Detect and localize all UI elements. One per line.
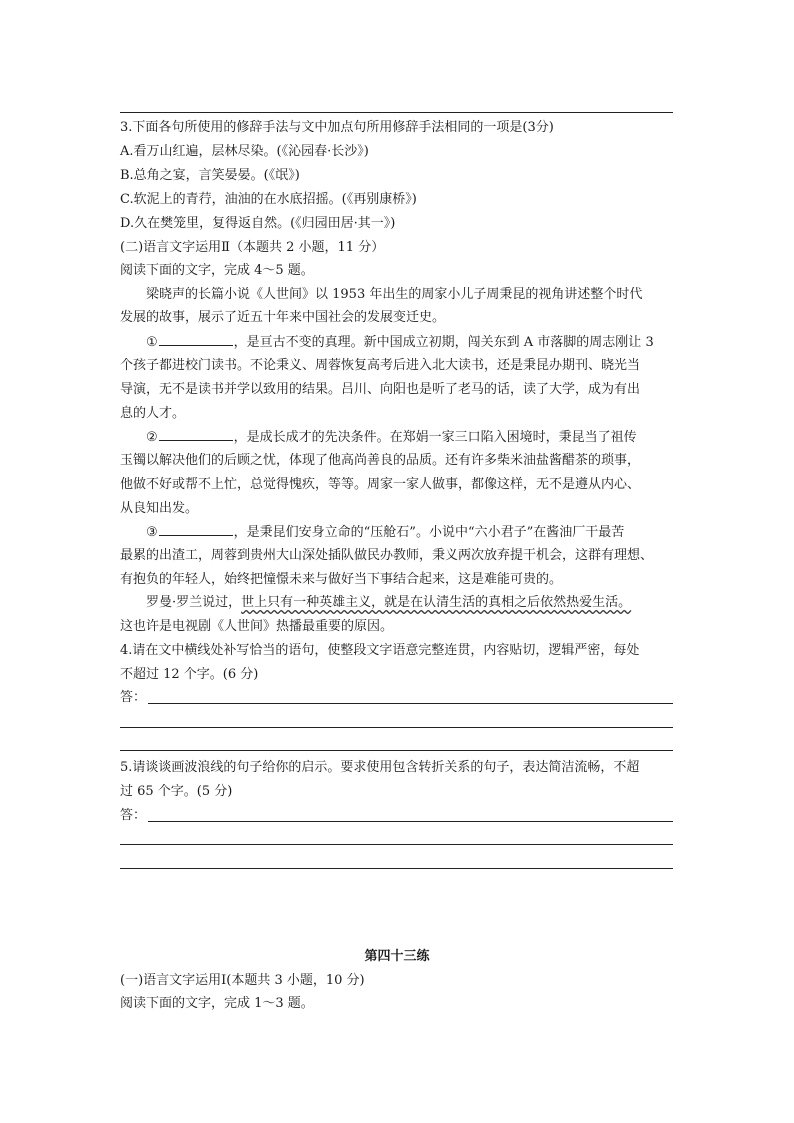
passage-p1-line1: 梁晓声的长篇小说《人世间》以 1953 年出生的周家小儿子周秉昆的视角讲述整个时代: [146, 287, 643, 302]
top-rule: [120, 112, 673, 113]
passage-p2-line1: ① ，是亘古不变的真理。新中国成立初期，闯关东到 A 市落脚的周志刚让 3: [146, 331, 673, 354]
q3-option-a: A.看万山红遍，层林尽染。(《沁园春·长沙》): [120, 144, 369, 159]
blank-2-number: ②: [146, 430, 158, 445]
q5-answer-line-2[interactable]: [120, 844, 673, 845]
blank-1[interactable]: [159, 331, 233, 346]
passage-p2-line3: 导演，无不是读书并学以致用的结果。吕川、向阳也是听了老马的话，读了大学，成为有出: [120, 382, 641, 397]
q4-answer-line-2[interactable]: [120, 727, 673, 728]
q4-answer-label: 答：: [120, 690, 147, 705]
section2-instruction: 阅读下面的文字，完成 4～5 题。: [120, 263, 314, 278]
passage-p2-line4: 息的人才。: [120, 406, 186, 421]
next-section-instruction: 阅读下面的文字，完成 1～3 题。: [120, 996, 314, 1011]
blank-2[interactable]: [159, 426, 233, 441]
passage-p3-line3: 他做不好或帮不上忙，总觉得愧疚，等等。周家一家人做事，都像这样，无不是遵从内心、: [120, 477, 641, 492]
q4-stem-line1: 4.请在文中横线处补写恰当的语句，使整段文字语意完整连贯，内容贴切，逻辑严密，每处: [120, 643, 640, 658]
passage-p4-line2: 最累的出渣工，周蓉到贵州大山深处插队做民办教师，秉义两次放弃提干机会，这群有理想、: [120, 548, 654, 563]
passage-p2-line2: 个孩子都进校门读书。不论秉义、周蓉恢复高考后进入北大读书，还是秉昆办期刊、晓光当: [120, 358, 641, 373]
passage-p3-line2: 玉镯以解决他们的后顾之忧，体现了他高尚善良的品质。还有许多柴米油盐酱醋茶的琐事，: [120, 453, 641, 468]
passage-p5-line2: 这也许是电视剧《人世间》热播最重要的原因。: [120, 619, 394, 634]
q3-option-b: B.总角之宴，言笑晏晏。(《氓》): [120, 168, 300, 183]
next-section-heading: (一)语言文字运用Ⅰ(本题共 3 小题，10 分): [120, 973, 365, 988]
blank-3-number: ③: [146, 525, 158, 540]
q5-stem-line1: 5.请谈谈画波浪线的句子给你的启示。要求使用包含转折关系的句子，表达简洁流畅，不超: [120, 760, 640, 775]
q3-option-c: C.软泥上的青荇，油油的在水底招摇。(《再别康桥》): [120, 192, 417, 207]
passage-p4-line1: ③ ，是秉昆们安身立命的“压舱石”。小说中“六小君子”在酱油厂干最苦: [146, 521, 673, 544]
blank-3[interactable]: [159, 521, 233, 536]
passage-p4-line3: 有抱负的年轻人，始终把憧憬未来与做好当下事结合起来，这是难能可贵的。: [120, 572, 563, 587]
section2-heading: (二)语言文字运用Ⅱ（本题共 2 小题，11 分）: [120, 240, 385, 255]
q4-answer-line-3[interactable]: [120, 750, 673, 751]
passage-p5-line1: 罗曼·罗兰说过，世上只有一种英雄主义，就是在认清生活的真相之后依然热爱生活。: [146, 595, 632, 610]
q5-stem-line2: 过 65 个字。(5 分): [120, 784, 233, 799]
passage-p3-line4: 从良知出发。: [120, 501, 199, 516]
q4-stem-line2: 不超过 12 个字。(6 分): [120, 667, 259, 682]
passage-p1-line2: 发展的故事，展示了近五十年来中国社会的发展变迁史。: [120, 310, 446, 325]
q3-option-d: D.久在樊笼里，复得返自然。(《归园田居·其一》): [120, 216, 396, 231]
q5-answer-label: 答：: [120, 808, 147, 823]
q5-answer-line-3[interactable]: [120, 868, 673, 869]
blank-1-number: ①: [146, 335, 158, 350]
wavy-underlined-sentence: 世上只有一种英雄主义，就是在认清生活的真相之后依然热爱生活。: [241, 595, 632, 610]
q4-answer-line-1[interactable]: [148, 703, 673, 704]
next-section-title: 第四十三练: [364, 949, 430, 964]
passage-p3-line1: ② ，是成长成才的先决条件。在郑娟一家三口陷入困境时，秉昆当了祖传: [146, 426, 673, 449]
q3-stem: 3.下面各句所使用的修辞手法与文中加点句所用修辞手法相同的一项是(3分): [120, 120, 554, 135]
q5-answer-line-1[interactable]: [148, 821, 673, 822]
